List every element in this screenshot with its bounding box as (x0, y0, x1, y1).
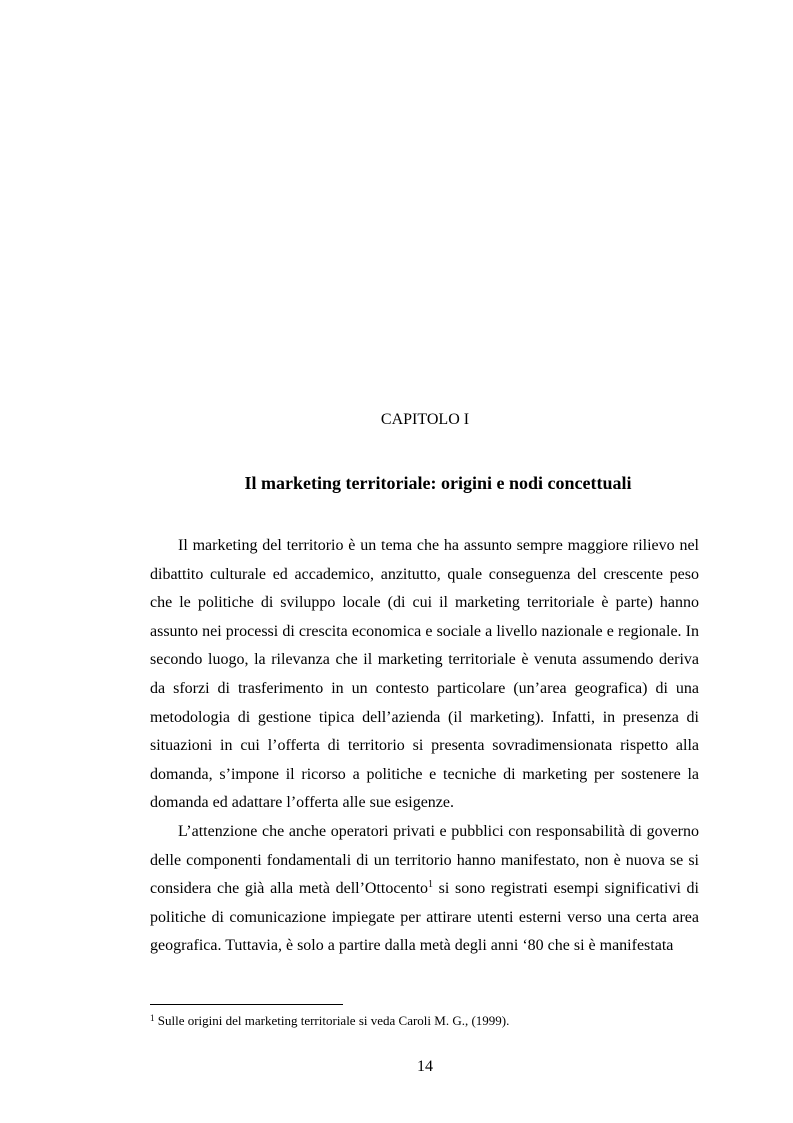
chapter-title: Il marketing territoriale: origini e nodi concettuali (244, 473, 632, 493)
chapter-label: CAPITOLO I (380, 411, 470, 428)
paragraph-2-text-start: L’attenzione che anche operatori privati e pubblici con responsabilità di governo delle componenti fondamentali di un territorio hanno manifestato, non è nuova se si considera che già alla metà dell’Ottocento (150, 822, 699, 898)
footnote-number: 1 (150, 1013, 155, 1023)
footnote-text: Sulle origini del marketing territoriale si veda Caroli M. G., (1999). (154, 1013, 510, 1028)
footnote-separator (150, 1004, 343, 1005)
paragraph-2 (150, 818, 699, 961)
footnote (150, 1012, 699, 1030)
paragraph-1: Il marketing del territorio è un tema che ha assunto sempre maggiore rilievo nel dibattito culturale ed accademico, anzitutto, quale conseguenza del crescente peso che le politiche di sviluppo locale (di cui il marketing territoriale è parte) hanno assunto nei processi di crescita economica e sociale a livello nazionale e regionale. In secondo luogo, la rilevanza che il marketing territoriale è venuta assumendo deriva da sforzi di trasferimento in un contesto particolare (un’area geografica) di una metodologia di gestione tipica dell’azienda (il marketing). Infatti, in presenza di situazioni in cui l’offerta di territorio si presenta sovradimensionata rispetto alla domanda, s’impone il ricorso a politiche e tecniche di marketing per sostenere la domanda ed adattare l’offerta alle sue esigenze. (150, 537, 699, 812)
footnote-reference: 1 (428, 879, 434, 891)
page-number: 14 (417, 1058, 433, 1075)
paragraph-2-text-end: si sono registrati esempi significativi di politiche di comunicazione impiegate per attirare utenti esterni verso una certa area geografica. Tuttavia, è solo a partire dalla metà degli anni ‘80 che si è manifestata (150, 880, 699, 955)
body-text (150, 532, 699, 961)
